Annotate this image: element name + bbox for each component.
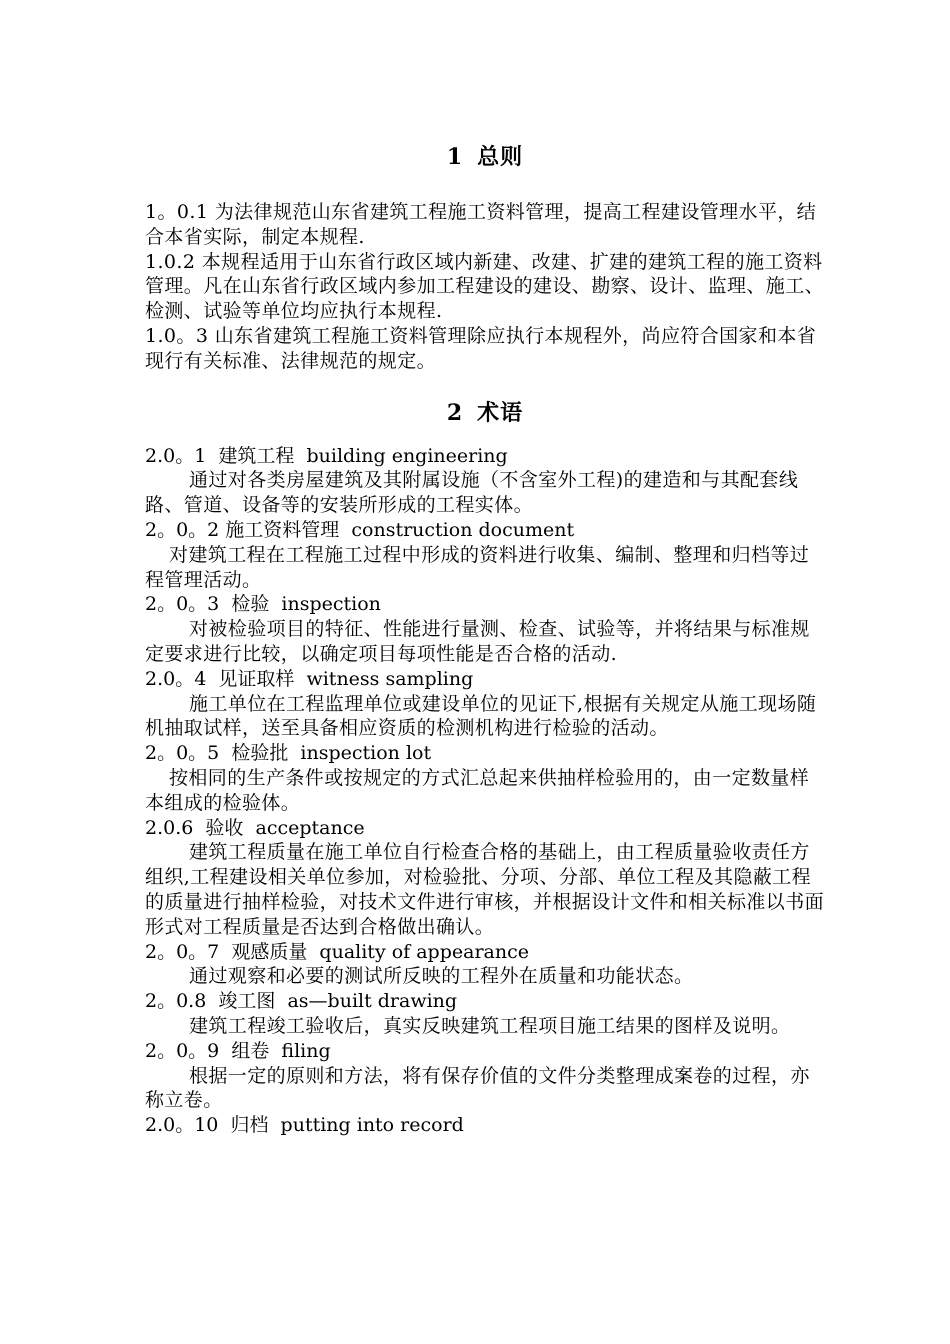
term-2-0-8-heading: 2。0.8 竣工图 as—built drawing — [145, 990, 458, 1013]
term-2-0-4-heading: 2.0。4 见证取样 witness sampling — [145, 667, 474, 690]
section-1-heading — [145, 142, 825, 172]
term-2-0-3-heading: 2。0。3 检验 inspection — [145, 593, 381, 616]
term-2-0-7-heading: 2。0。7 观感质量 quality of appearance — [145, 940, 529, 963]
section-2-heading — [145, 398, 825, 428]
clause-1-0-2: 1.0.2 本规程适用于山东省行政区域内新建、改建、扩建的建筑工程的施工资料管理。凡在山东省行政区域内参加工程建设的建设、勘察、设计、监理、施工、检测、试验等单位均应执行本规程. — [145, 250, 825, 323]
term-2-0-3-definition: 对被检验项目的特征、性能进行量测、检查、试验等，并将结果与标准规定要求进行比较，以确定项目每项性能是否合格的活动. — [145, 618, 810, 665]
section-2-title: 术语 — [477, 399, 524, 426]
term-2-0-2-heading: 2。0。2 施工资料管理 construction document — [145, 518, 575, 541]
section-2-number: 2 — [446, 399, 464, 426]
term-2-0-6-definition: 建筑工程质量在施工单位自行检查合格的基础上，由工程质量验收责任方组织,工程建设相关单位参加，对检验批、分项、分部、单位工程及其隐蔽工程的质量进行抽样检验，对技术文件进行审核，并根据设计文件和相关标准以书面形式对工程质量是否达到合格做出确认。 — [145, 841, 825, 938]
term-2-0-4-definition: 施工单位在工程监理单位或建设单位的见证下,根据有关规定从施工现场随机抽取试样，送至具备相应资质的检测机构进行检验的活动。 — [145, 692, 817, 740]
term-2-0-5-definition: 按相同的生产条件或按规定的方式汇总起来供抽样检验用的，由一定数量样本组成的检验体。 — [145, 766, 810, 814]
term-2-0-5-heading: 2。0。5 检验批 inspection lot — [145, 742, 432, 765]
section-1-title: 总则 — [477, 144, 524, 170]
term-2-0-8-definition: 建筑工程竣工验收后，真实反映建筑工程项目施工结果的图样及说明。 — [189, 1014, 791, 1037]
clause-1-0-3: 1.0。3 山东省建筑工程施工资料管理除应执行本规程外，尚应符合国家和本省现行有关标准、法律规范的规定。 — [145, 324, 817, 372]
clause-1-0-1: 1。0.1 为法律规范山东省建筑工程施工资料管理，提高工程建设管理水平，结合本省实际，制定本规程. — [145, 201, 817, 248]
document-page — [145, 142, 825, 1138]
term-2-0-10-heading: 2.0。10 归档 putting into record — [145, 1114, 464, 1137]
term-2-0-7-definition: 通过观察和必要的测试所反映的工程外在质量和功能状态。 — [189, 965, 694, 988]
term-2-0-9-definition: 根据一定的原则和方法，将有保存价值的文件分类整理成案卷的过程，亦称立卷。 — [145, 1064, 810, 1112]
term-2-0-2-definition: 对建筑工程在工程施工过程中形成的资料进行收集、编制、整理和归档等过程管理活动。 — [145, 543, 810, 591]
term-2-0-6-heading: 2.0.6 验收 acceptance — [145, 816, 365, 839]
term-2-0-9-heading: 2。0。9 组卷 filing — [145, 1039, 331, 1062]
section-1-number: 1 — [446, 144, 464, 170]
term-2-0-1-definition: 通过对各类房屋建筑及其附属设施（不含室外工程)的建造和与其配套线路、管道、设备等的安装所形成的工程实体。 — [145, 469, 799, 517]
term-2-0-1-heading: 2.0。1 建筑工程 building engineering — [145, 444, 508, 467]
